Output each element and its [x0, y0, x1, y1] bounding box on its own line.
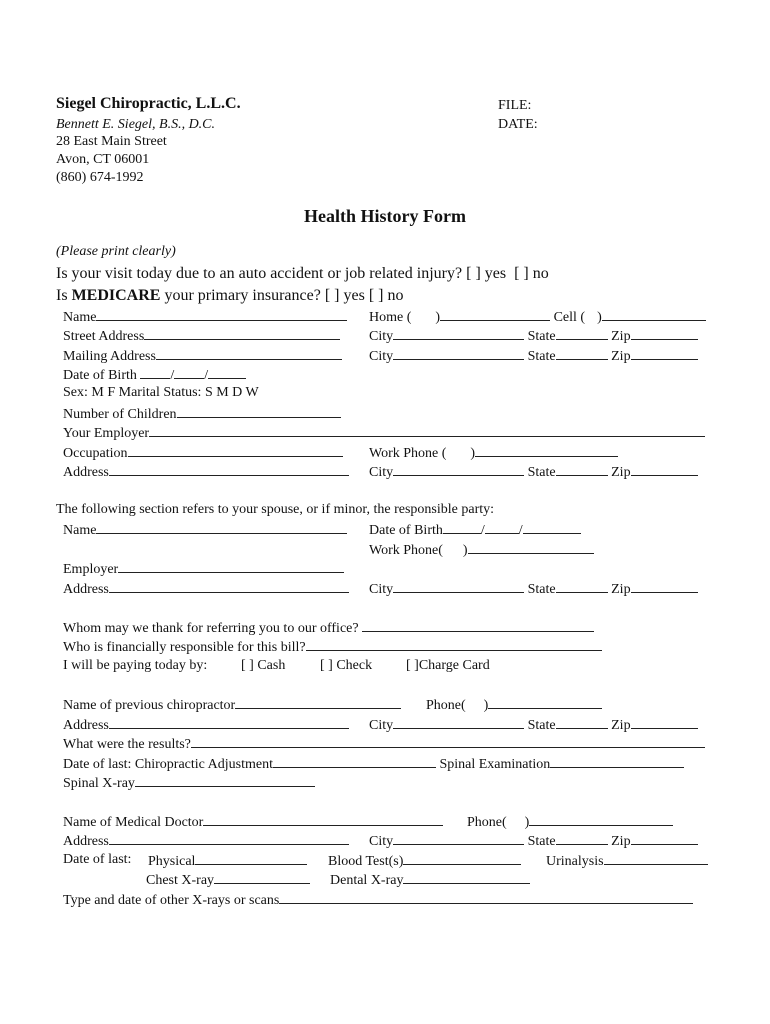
spouse-dob-slash: / [480, 523, 485, 538]
chiro-phone-field[interactable] [488, 695, 602, 709]
medical-city-field[interactable] [393, 831, 524, 845]
state-field[interactable] [556, 326, 608, 340]
children-field[interactable] [177, 404, 341, 418]
mailing-city-field[interactable] [393, 346, 524, 360]
print-instructions: (Please print clearly) [56, 244, 176, 259]
chiro-adjustment-field[interactable] [273, 754, 436, 768]
medical-phone-label: Phone( [467, 815, 507, 830]
medical-date-last-label: Date of last: [63, 852, 132, 867]
chiro-address-row [63, 715, 349, 734]
chiro-city-label: City [369, 718, 394, 733]
spouse-name-field[interactable] [96, 520, 347, 534]
practice-city: Avon, CT 06001 [56, 152, 150, 167]
spouse-state-label: State [527, 582, 556, 597]
other-xrays-row [63, 890, 693, 909]
mailing-city-label: City [369, 349, 394, 364]
accident-no-checkbox[interactable]: [ ] no [514, 265, 549, 282]
physical-field[interactable] [195, 851, 307, 865]
chiro-city-field[interactable] [393, 715, 524, 729]
work-city-field[interactable] [393, 462, 524, 476]
chiro-state-field[interactable] [556, 715, 608, 729]
medicare-question-post: your primary insurance? [164, 287, 321, 304]
dob-year-field[interactable] [208, 365, 246, 379]
file-label: FILE: [498, 98, 532, 113]
work-state-label: State [527, 465, 556, 480]
cell-phone-field[interactable] [602, 307, 706, 321]
patient-name-label: Name [63, 310, 97, 325]
chiro-zip-field[interactable] [631, 715, 698, 729]
spouse-zip-label: Zip [611, 582, 631, 597]
state-label: State [527, 329, 556, 344]
work-state-field[interactable] [556, 462, 608, 476]
zip-field[interactable] [631, 326, 698, 340]
form-title: Health History Form [304, 206, 466, 226]
street-csz-row [369, 326, 698, 345]
spouse-address-row [63, 579, 349, 598]
work-csz-row [369, 462, 698, 481]
mailing-address-row [63, 346, 342, 365]
spouse-dob-day-field[interactable] [485, 520, 519, 534]
chiro-phone-close: ) [483, 698, 489, 713]
medicare-question [56, 286, 403, 305]
spouse-employer-field[interactable] [118, 559, 344, 573]
medical-doctor-field[interactable] [203, 812, 443, 826]
spouse-name-row [63, 520, 347, 539]
cell-phone-close: ) [597, 310, 602, 325]
results-label: What were the results? [63, 737, 191, 752]
work-phone-close: ) [470, 446, 476, 461]
chest-xray-label: Chest X-ray [146, 873, 215, 888]
patient-name-row [63, 307, 347, 326]
city-field[interactable] [393, 326, 524, 340]
patient-name-field[interactable] [96, 307, 347, 321]
referral-field[interactable] [362, 618, 594, 632]
zip-label: Zip [611, 329, 631, 344]
dental-xray-row [330, 870, 530, 889]
dob-row [63, 365, 246, 384]
spouse-state-field[interactable] [556, 579, 608, 593]
medical-zip-field[interactable] [631, 831, 698, 845]
employer-field[interactable] [149, 423, 705, 437]
prev-chiro-field[interactable] [235, 695, 401, 709]
spouse-work-phone-row [369, 540, 594, 559]
mailing-address-field[interactable] [156, 346, 342, 360]
chiro-address-label: Address [63, 718, 109, 733]
urinalysis-label: Urinalysis [546, 854, 604, 869]
accident-yes-checkbox[interactable]: [ ] yes [466, 265, 507, 282]
dob-label: Date of Birth [63, 368, 137, 383]
physical-label: Physical [148, 854, 196, 869]
mailing-state-label: State [527, 349, 556, 364]
work-phone-label: Work Phone ( [369, 446, 447, 461]
mailing-state-field[interactable] [556, 346, 608, 360]
spouse-work-phone-label: Work Phone( [369, 543, 443, 558]
work-address-field[interactable] [109, 462, 349, 476]
medical-phone-close: ) [524, 815, 530, 830]
accident-question [56, 264, 549, 283]
chest-xray-row [146, 870, 310, 889]
dob-month-field[interactable] [140, 365, 170, 379]
city-label: City [369, 329, 394, 344]
work-city-label: City [369, 465, 394, 480]
chiro-zip-label: Zip [611, 718, 631, 733]
spouse-address-label: Address [63, 582, 109, 597]
payment-label: I will be paying today by: [63, 658, 208, 673]
occupation-label: Occupation [63, 446, 128, 461]
results-row [63, 734, 705, 753]
spouse-csz-row [369, 579, 698, 598]
spinal-xray-label: Spinal X-ray [63, 776, 135, 791]
chiro-phone-label: Phone( [426, 698, 466, 713]
work-zip-label: Zip [611, 465, 631, 480]
work-zip-field[interactable] [631, 462, 698, 476]
cell-phone-label: Cell ( [553, 310, 586, 325]
blood-test-row [328, 851, 521, 870]
spouse-work-phone-field[interactable] [468, 540, 594, 554]
spinal-xray-field[interactable] [135, 773, 315, 787]
chiro-state-label: State [527, 718, 556, 733]
chiro-address-field[interactable] [109, 715, 349, 729]
spouse-heading: The following section refers to your spouse, or if minor, the responsible party: [56, 502, 495, 517]
blood-test-field[interactable] [403, 851, 521, 865]
work-address-label: Address [63, 465, 109, 480]
spouse-dob-year-field[interactable] [523, 520, 581, 534]
occupation-row [63, 443, 343, 462]
spinal-xray-row [63, 773, 315, 792]
dob-slash: / [170, 368, 175, 383]
spouse-zip-field[interactable] [631, 579, 698, 593]
medicare-no-checkbox[interactable]: [ ] no [368, 287, 404, 304]
medical-phone-row [467, 812, 673, 831]
blood-test-label: Blood Test(s) [328, 854, 404, 869]
home-phone-close: ) [435, 310, 441, 325]
medical-phone-field[interactable] [529, 812, 673, 826]
chiro-adjustment-label: Date of last: Chiropractic Adjustment [63, 757, 273, 772]
results-field[interactable] [191, 734, 705, 748]
employer-row [63, 423, 705, 442]
medical-doctor-label: Name of Medical Doctor [63, 815, 204, 830]
patient-phones-row [369, 307, 706, 326]
medical-city-label: City [369, 834, 394, 849]
medical-csz-row [369, 831, 698, 850]
spouse-dob-slash: / [518, 523, 523, 538]
physical-row [148, 851, 307, 870]
practice-phone: (860) 674-1992 [56, 170, 144, 185]
dental-xray-field[interactable] [403, 870, 530, 884]
other-xrays-field[interactable] [279, 890, 693, 904]
home-phone-label: Home ( [369, 310, 412, 325]
medicare-word: MEDICARE [71, 287, 161, 304]
spouse-city-field[interactable] [393, 579, 524, 593]
chest-xray-field[interactable] [214, 870, 310, 884]
financial-field[interactable] [306, 637, 602, 651]
urinalysis-field[interactable] [604, 851, 708, 865]
medical-state-field[interactable] [556, 831, 608, 845]
spouse-employer-label: Employer [63, 562, 119, 577]
dob-slash: / [204, 368, 209, 383]
chiro-phone-row [426, 695, 602, 714]
work-phone-row [369, 443, 618, 462]
spouse-dob-row [369, 520, 581, 539]
financial-row [63, 637, 602, 656]
dob-day-field[interactable] [174, 365, 204, 379]
chiro-date-last-row [63, 754, 684, 773]
mailing-zip-field[interactable] [631, 346, 698, 360]
payment-charge-checkbox[interactable]: [ ]Charge Card [406, 658, 490, 673]
medical-address-row [63, 831, 349, 850]
practice-name: Siegel Chiropractic, L.L.C. [56, 95, 241, 112]
prev-chiro-row [63, 695, 401, 714]
children-row [63, 404, 341, 423]
medical-doctor-row [63, 812, 443, 831]
other-xrays-label: Type and date of other X-rays or scans [63, 893, 280, 908]
employer-label: Your Employer [63, 426, 150, 441]
street-address-row [63, 326, 340, 345]
prev-chiro-label: Name of previous chiropractor [63, 698, 236, 713]
medicare-yes-checkbox[interactable]: [ ] yes [324, 287, 365, 304]
financial-label: Who is financially responsible for this bill? [63, 640, 306, 655]
doctor-name: Bennett E. Siegel, B.S., D.C. [56, 117, 216, 132]
accident-question-text: Is your visit today due to an auto accident or job related injury? [56, 265, 463, 282]
children-label: Number of Children [63, 407, 177, 422]
practice-street: 28 East Main Street [56, 134, 167, 149]
medical-state-label: State [527, 834, 556, 849]
dental-xray-label: Dental X-ray [330, 873, 404, 888]
occupation-field[interactable] [128, 443, 343, 457]
work-phone-field[interactable] [475, 443, 618, 457]
mailing-csz-row [369, 346, 698, 365]
medical-zip-label: Zip [611, 834, 631, 849]
sex-marital-line[interactable]: Sex: M F Marital Status: S M D W [63, 385, 259, 400]
medical-address-label: Address [63, 834, 109, 849]
spinal-exam-label: Spinal Examination [439, 757, 551, 772]
payment-cash-checkbox[interactable]: [ ] Cash [241, 658, 286, 673]
spouse-dob-month-field[interactable] [443, 520, 481, 534]
mailing-zip-label: Zip [611, 349, 631, 364]
medicare-question-pre: Is [56, 287, 68, 304]
urinalysis-row [546, 851, 708, 870]
payment-check-checkbox[interactable]: [ ] Check [320, 658, 373, 673]
referral-row [63, 618, 594, 637]
street-address-label: Street Address [63, 329, 145, 344]
spouse-dob-label: Date of Birth [369, 523, 443, 538]
chiro-csz-row [369, 715, 698, 734]
spouse-work-phone-close: ) [462, 543, 468, 558]
street-address-field[interactable] [144, 326, 340, 340]
spouse-name-label: Name [63, 523, 97, 538]
spouse-address-field[interactable] [109, 579, 349, 593]
spinal-exam-field[interactable] [550, 754, 684, 768]
mailing-address-label: Mailing Address [63, 349, 156, 364]
medical-address-field[interactable] [109, 831, 349, 845]
date-label: DATE: [498, 117, 538, 132]
referral-label: Whom may we thank for referring you to our office? [63, 621, 359, 636]
spouse-employer-row [63, 559, 344, 578]
work-address-row [63, 462, 349, 481]
spouse-city-label: City [369, 582, 394, 597]
home-phone-field[interactable] [440, 307, 550, 321]
